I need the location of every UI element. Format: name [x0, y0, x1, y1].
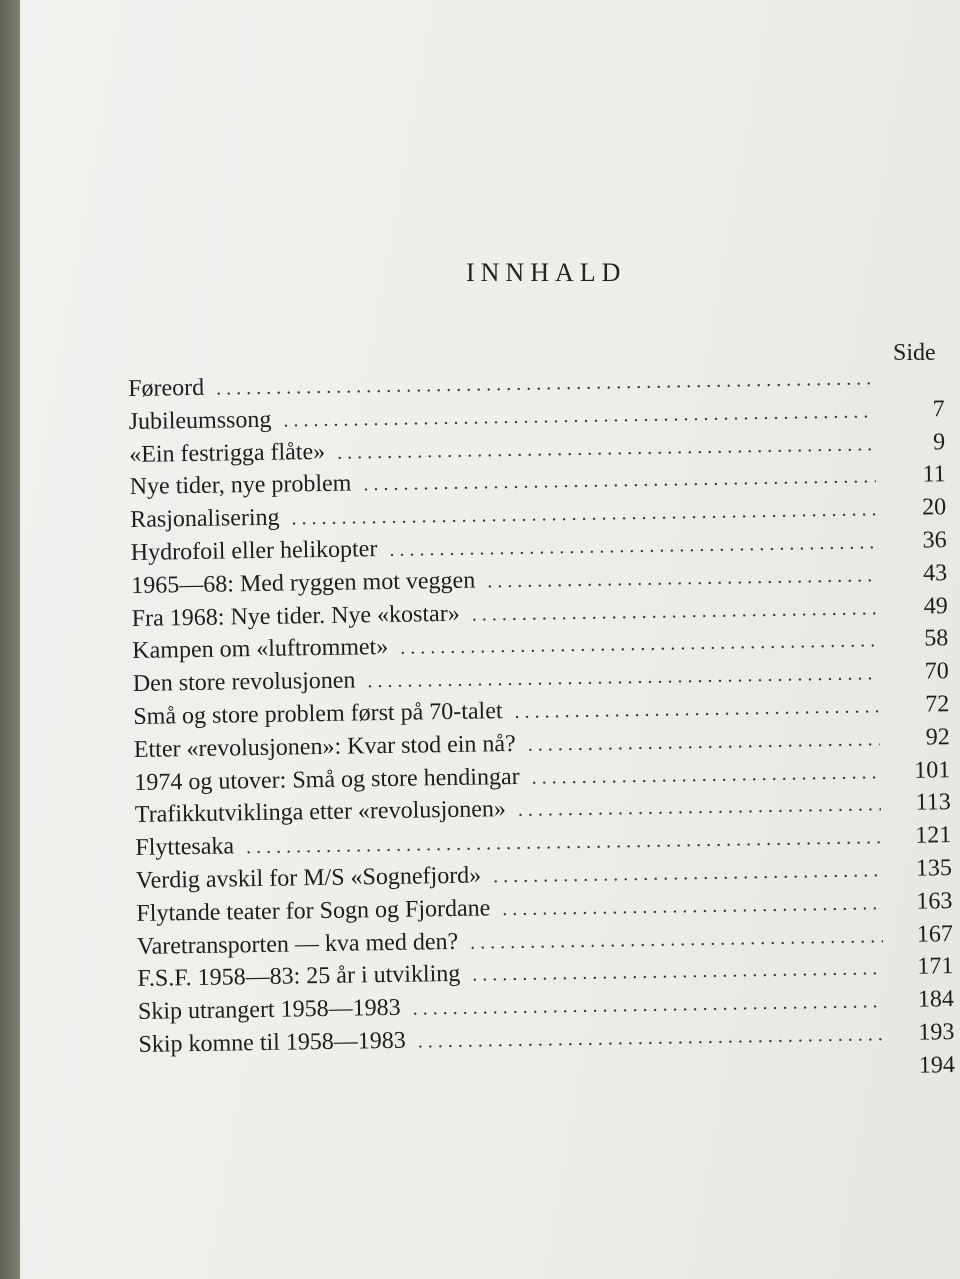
toc-entry-title: Fra 1968: Nye tider. Nye «kostar» [131, 600, 460, 632]
toc-dot-leader [502, 892, 882, 921]
toc-entry-page-number: 58 [924, 625, 949, 652]
toc-entry-title: Skip utrangert 1958—1983 [137, 994, 401, 1026]
toc-dot-leader [472, 597, 878, 626]
toc-entry-title: Flytande teater for Sogn og Fjordane [136, 895, 491, 927]
page-title: INNHALD [466, 258, 627, 287]
toc-dot-leader [472, 958, 883, 987]
page-column-label: Side [893, 340, 936, 366]
toc-entry-page-number: 20 [921, 494, 947, 521]
toc-entry-title: Små og store problem først på 70-talet [133, 698, 503, 730]
toc-entry-title: 1974 og utover: Små og store hendingar [134, 763, 520, 796]
toc-entry-page-number: 121 [915, 822, 952, 849]
toc-entry-title: «Ein festrigga flåte» [129, 438, 326, 468]
toc-entry-page-number: 101 [914, 756, 951, 784]
toc-entry-title: Jubileumssong [128, 406, 272, 435]
toc-entry-page-number: 70 [924, 658, 949, 685]
toc-entry-title: Flyttesaka [135, 833, 235, 862]
toc-dot-leader [518, 794, 881, 823]
toc-entry-title: Verdig avskil for M/S «Sognefjord» [135, 862, 482, 894]
table-of-contents [128, 363, 955, 1097]
toc-entry-title: Rasjonalisering [130, 504, 280, 534]
toc-entry-title: F.S.F. 1958—83: 25 år i utvikling [137, 961, 461, 993]
toc-dot-leader [389, 531, 877, 562]
toc-entry-title: Etter «revolusjonen»: Kvar stod ein nå? [133, 730, 516, 763]
toc-entry-page-number: 113 [915, 789, 952, 817]
toc-dot-leader [487, 564, 877, 593]
toc-entry-page-number: 11 [922, 461, 946, 488]
toc-entry-title: Hydrofoil eller helikopter [130, 536, 378, 566]
toc-entry-title: 1965—68: Med ryggen mot veggen [131, 567, 476, 599]
toc-dot-leader [283, 400, 875, 432]
toc-entry-title: Den store revolusjonen [132, 667, 356, 698]
toc-dot-leader [216, 367, 874, 400]
toc-entry-title: Trafikkutviklinga etter «revolusjonen» [134, 796, 507, 829]
toc-entry-page-number: 43 [922, 559, 948, 587]
toc-dot-leader [528, 728, 880, 757]
toc-dot-leader [531, 761, 880, 789]
toc-dot-leader [418, 1023, 885, 1053]
toc-entry-page-number: 9 [932, 428, 946, 455]
toc-entry-page-number: 194 [918, 1051, 956, 1079]
toc-dot-leader [367, 662, 879, 693]
toc-entry-page-number: 171 [917, 953, 954, 981]
toc-entry-page-number [884, 383, 944, 384]
toc-dot-leader [470, 925, 883, 954]
toc-entry-title: Skip komne til 1958—1983 [138, 1027, 407, 1058]
toc-entry-page-number: 72 [925, 691, 950, 718]
toc-dot-leader [493, 859, 882, 888]
toc-entry-page-number: 167 [916, 920, 954, 948]
toc-dot-leader [246, 826, 882, 859]
toc-dot-leader [337, 433, 875, 464]
toc-entry-page-number: 49 [923, 592, 948, 620]
toc-entry-page-number: 163 [916, 887, 953, 915]
toc-entry-title: Varetransporten — kva med den? [136, 928, 459, 960]
toc-dot-leader [400, 630, 878, 661]
toc-entry-page-number: 36 [922, 527, 947, 554]
toc-entry-page-number: 193 [918, 1019, 955, 1046]
toc-entry-title: Føreord [128, 374, 205, 402]
toc-entry-page-number: 184 [917, 986, 955, 1013]
toc-dot-leader [514, 695, 879, 724]
toc-entry-page-number: 92 [925, 723, 950, 751]
toc-entry-title: Kampen om «luftrommet» [132, 634, 389, 665]
toc-entry-page-number: 135 [915, 855, 953, 882]
toc-dot-leader [291, 498, 876, 530]
toc-dot-leader [363, 466, 876, 497]
toc-entry-page-number: 7 [932, 395, 945, 423]
toc-dot-leader [412, 990, 884, 1020]
toc-entry-title: Nye tider, nye problem [129, 470, 352, 501]
